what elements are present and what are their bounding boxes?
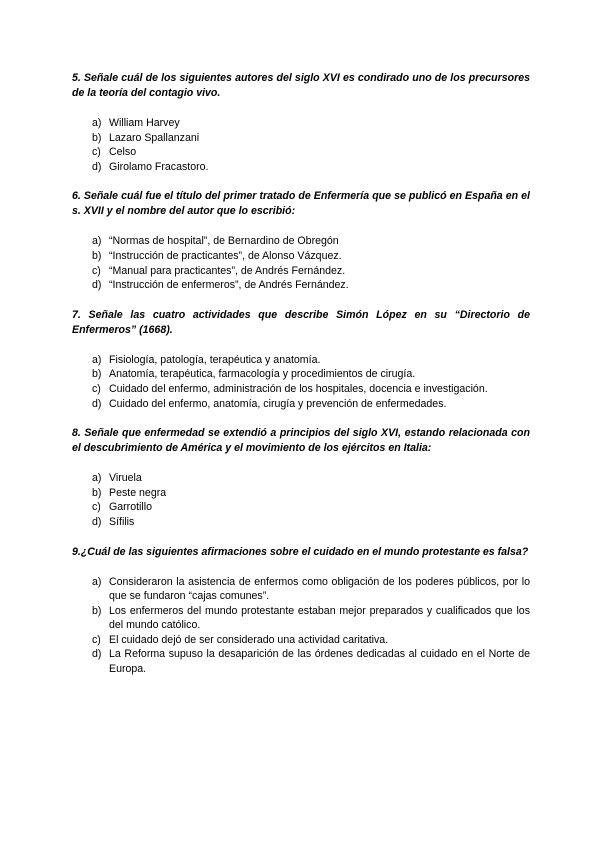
option-letter: b) [92, 368, 102, 381]
option-text: El cuidado dejó de ser considerado una actividad caritativa. [109, 633, 389, 646]
option-text: Los enfermeros del mundo protestante estaban mejor preparados y cualificados que los del mundo católico. [109, 604, 530, 632]
question-9 [72, 545, 530, 677]
option-c [92, 500, 530, 515]
option-text: Lazaro Spallanzani [109, 131, 200, 144]
option-text: Cuidado del enfermo, anatomía, cirugía y prevención de enfermedades. [109, 397, 447, 410]
option-d [92, 278, 530, 293]
option-letter: c) [92, 382, 101, 395]
option-c [92, 145, 530, 160]
option-text: Garrotillo [109, 501, 152, 514]
option-letter: d) [92, 160, 102, 173]
option-text: “Manual para practicantes”, de Andrés Fernández. [109, 264, 346, 277]
question-title: 6. Señale cuál fue el título del primer tratado de Enfermería que se publicó en España en el s. XVII y el nombre del autor que lo escribió: [72, 190, 530, 218]
question-5 [72, 71, 530, 174]
answer-options [72, 116, 530, 174]
option-letter: c) [92, 264, 101, 277]
question-title: 9.¿Cuál de las siguientes afirmaciones sobre el cuidado en el mundo protestante es falsa? [72, 545, 529, 558]
option-letter: d) [92, 397, 102, 410]
option-a [92, 575, 530, 604]
option-text: Sífilis [109, 515, 135, 528]
option-letter: b) [92, 131, 102, 144]
option-letter: c) [92, 501, 101, 514]
option-letter: a) [92, 117, 102, 129]
option-text: La Reforma supuso la desaparición de las órdenes dedicadas al cuidado en el Norte de Europa. [109, 648, 530, 676]
option-a [92, 471, 530, 486]
option-letter: c) [92, 633, 101, 646]
option-a [92, 234, 530, 249]
question-title: 7. Señale las cuatro actividades que describe Simón López en su “Directorio de Enfermeros” (1668). [72, 308, 530, 336]
option-text: Fisiología, patología, terapéutica y anatomía. [109, 353, 321, 366]
option-d [92, 160, 530, 175]
option-text: Girolamo Fracastoro. [109, 160, 209, 173]
option-d [92, 515, 530, 530]
option-d [92, 397, 530, 412]
option-b [92, 131, 530, 146]
option-letter: b) [92, 486, 102, 499]
answer-options [72, 234, 530, 292]
option-b [92, 486, 530, 501]
option-letter: a) [92, 353, 102, 366]
option-text: “Instrucción de enfermeros”, de Andrés Fernández. [109, 279, 349, 292]
question-8 [72, 426, 530, 529]
option-text: Cuidado del enfermo, administración de los hospitales, docencia e investigación. [109, 382, 488, 395]
option-letter: a) [92, 575, 102, 588]
option-letter: a) [92, 472, 102, 485]
option-a [92, 116, 530, 131]
option-d [92, 647, 530, 676]
option-a [92, 353, 530, 368]
question-7 [72, 308, 530, 411]
option-text: Peste negra [109, 486, 167, 499]
option-text: Viruela [109, 472, 142, 485]
option-text: Celso [109, 146, 137, 159]
option-letter: d) [92, 515, 102, 528]
option-b [92, 604, 530, 633]
answer-options [72, 353, 530, 411]
question-title: 5. Señale cuál de los siguientes autores del siglo XVI es condirado uno de los precursores de la teoría del contagio vivo. [72, 72, 530, 99]
option-letter: a) [92, 235, 102, 248]
option-b [92, 249, 530, 264]
option-letter: d) [92, 648, 102, 661]
option-text: “Instrucción de practicantes”, de Alonso Vázquez. [109, 249, 342, 262]
option-letter: b) [92, 249, 102, 262]
option-text: Anatomía, terapéutica, farmacología y procedimientos de cirugía. [109, 368, 416, 381]
option-letter: b) [92, 604, 102, 617]
option-c [92, 633, 530, 648]
option-letter: c) [92, 146, 101, 159]
option-text: “Normas de hospital”, de Bernardino de Obregón [109, 235, 339, 248]
option-c [92, 264, 530, 279]
option-text: Consideraron la asistencia de enfermos como obligación de los poderes públicos, por lo que se fundaron “cajas comunes”. [109, 575, 530, 603]
option-letter: d) [92, 279, 102, 292]
option-text: William Harvey [109, 117, 180, 129]
option-c [92, 382, 530, 397]
question-6 [72, 189, 530, 292]
answer-options [72, 575, 530, 677]
option-b [92, 367, 530, 382]
question-title: 8. Señale que enfermedad se extendió a principios del siglo XVI, estando relacionada con el descubrimiento de América y el movimiento de los ejércitos en Italia: [72, 427, 530, 455]
answer-options [72, 471, 530, 529]
